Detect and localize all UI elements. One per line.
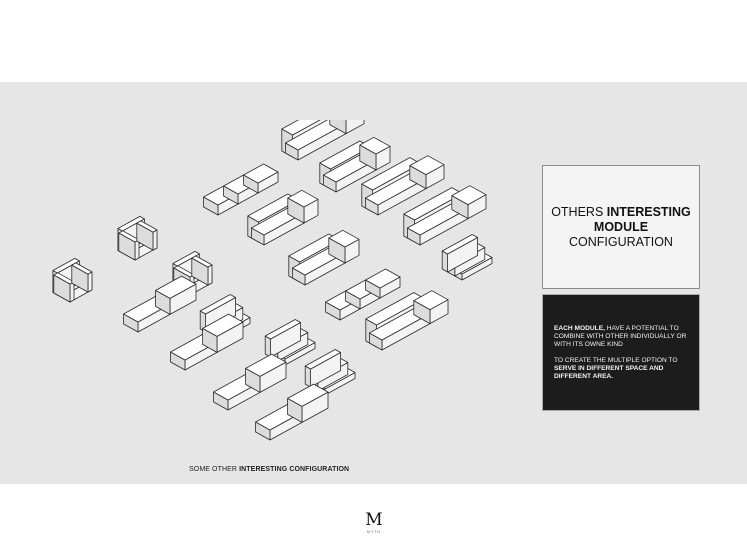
furniture-module-7	[118, 216, 157, 260]
myth-logo	[360, 512, 388, 534]
info-card	[542, 294, 700, 411]
info-paragraph-1	[554, 325, 689, 349]
furniture-module-20	[256, 384, 328, 440]
title-line2: MODULE	[593, 219, 649, 234]
info-p1-bold: EACH MODULE,	[554, 325, 605, 332]
caption-bold: INTERESTING CONFIGURATION	[239, 466, 350, 473]
furniture-module-12	[366, 291, 448, 350]
title-text	[551, 205, 691, 250]
title-line1: OTHERS	[551, 204, 607, 219]
info-paragraph-2	[554, 357, 689, 381]
title-line1-bold: INTERESTING	[606, 204, 691, 219]
furniture-module-9	[289, 230, 359, 285]
info-p2-bold: SERVE IN DIFFERENT SPACE AND DIFFERENT AREA.	[554, 365, 664, 380]
title-card	[542, 165, 700, 289]
info-p1-text: HAVE A POTENTIAL TO COMBINE WITH OTHER INDIVIDUALLY OR WITH ITS OWNE KIND	[554, 325, 687, 348]
logo-mark: M	[365, 510, 383, 530]
furniture-module-14	[124, 276, 196, 332]
diagram-caption	[189, 466, 349, 473]
furniture-module-13	[53, 258, 92, 302]
title-line3: CONFIGURATION	[569, 234, 673, 249]
furniture-module-10	[442, 235, 492, 281]
furniture-module-5	[248, 190, 318, 245]
module-configuration-diagram	[40, 120, 520, 450]
furniture-module-19	[214, 354, 286, 410]
caption-prefix: SOME OTHER	[189, 466, 240, 473]
info-p2-text: TO CREATE THE MULTIPLE OPTION TO	[554, 357, 678, 364]
logo-wordmark: MYTH	[367, 530, 381, 534]
